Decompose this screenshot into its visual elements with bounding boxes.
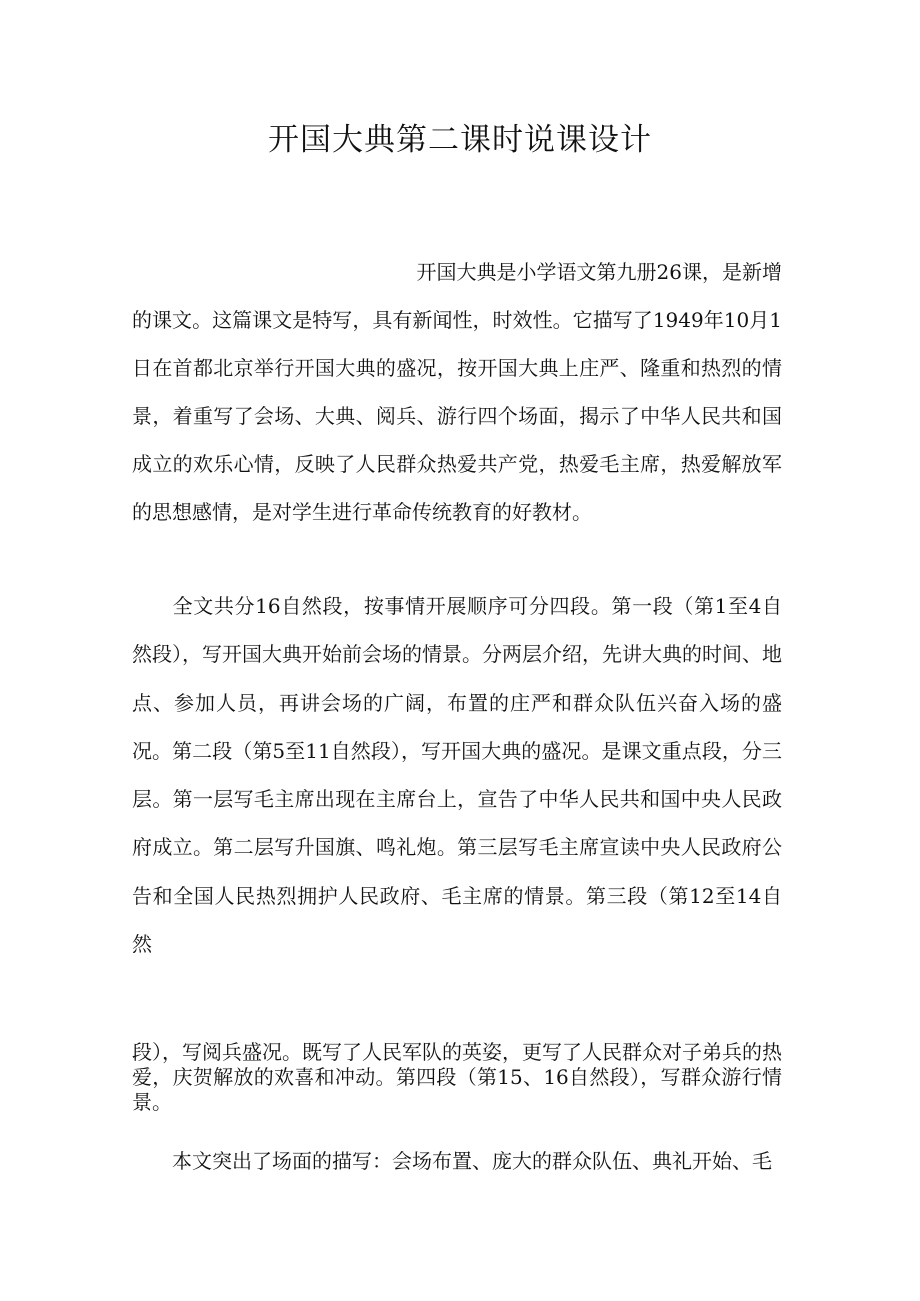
paragraph-intro	[132, 248, 782, 536]
paragraph-scenes-text: 本文突出了场面的描写：会场布置、庞大的群众队伍、典礼开始、毛	[172, 1149, 772, 1173]
paragraph-structure-text: 全文共分16自然段，按事情开展顺序可分四段。第一段（第1至4自然段），写开国大典开始前会场的情景。分两层介绍，先讲大典的时间、地点、参加人员，再讲会场的广阔，布置的庄严和群众队伍兴奋入场的盛况。第二段（第5至11自然段），写开国大典的盛况。是课文重点段，分三层。第一层写毛主席出现在主席台上，宣告了中华人民共和国中央人民政府成立。第二层写升国旗、鸣礼炮。第三层写毛主席宣读中央人民政府公告和全国人民热烈拥护人民政府、毛主席的情景。第三段（第12至14自然	[132, 594, 782, 957]
paragraph-intro-body: 的课文。这篇课文是特写，具有新闻性，时效性。它描写了1949年10月1日在首都北京举行开国大典的盛况，按开国大典上庄严、隆重和热烈的情景，着重写了会场、大典、阅兵、游行四个场面，揭示了中华人民共和国成立的欢乐心情，反映了人民群众热爱共产党，热爱毛主席，热爱解放军的思想感情，是对学生进行革命传统教育的好教材。	[132, 308, 782, 524]
document-title: 开国大典第二课时说课设计	[268, 122, 652, 158]
paragraph-structure	[132, 582, 782, 968]
paragraph-parade: 段），写阅兵盛况。既写了人民军队的英姿，更写了人民群众对子弟兵的热爱，庆贺解放的欢喜和冲动。第四段（第15、16自然段），写群众游行情景。	[132, 1040, 782, 1114]
paragraph-scenes	[132, 1143, 782, 1179]
paragraph-intro-lead: 开国大典是小学语文第九册26课，是新增	[416, 260, 782, 284]
